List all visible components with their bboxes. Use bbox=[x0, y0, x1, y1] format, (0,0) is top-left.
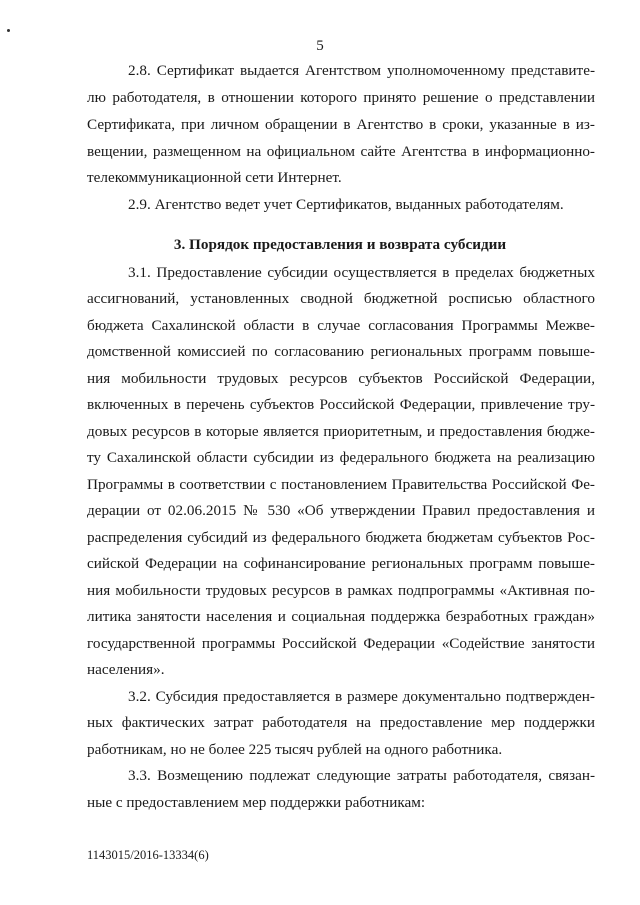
paragraph-line: литика занятости населения и социальная поддержка безработных граждан» bbox=[87, 608, 595, 625]
document-code: 1143015/2016-13334(6) bbox=[87, 848, 209, 862]
paragraph-line: ных фактических затрат работодателя на предоставление мер поддержки bbox=[87, 714, 595, 731]
paragraph-line: домственной комиссией по согласованию региональных программ повыше- bbox=[87, 343, 595, 360]
paragraph-line: дерации от 02.06.2015 № 530 «Об утверждении Правил предоставления и bbox=[87, 502, 595, 519]
paragraph-line: государственной программы Российской Федерации «Содействие занятости bbox=[87, 635, 595, 652]
scan-speck bbox=[7, 29, 10, 32]
paragraph-line: Программы в соответствии с постановлением Правительства Российской Фе- bbox=[87, 476, 595, 493]
paragraph-line: 3.1. Предоставление субсидии осуществляется в пределах бюджетных bbox=[128, 264, 595, 281]
paragraph-line: 2.8. Сертификат выдается Агентством уполномоченному представите- bbox=[128, 62, 595, 79]
paragraph-line: 2.9. Агентство ведет учет Сертификатов, выданных работодателям. bbox=[128, 196, 564, 213]
paragraph-line: ассигнований, установленных сводной бюджетной росписью областного bbox=[87, 290, 595, 307]
paragraph-line: 3.2. Субсидия предоставляется в размере документально подтвержден- bbox=[128, 688, 595, 705]
paragraph-line: ния мобильности трудовых ресурсов в рамках подпрограммы «Активная по- bbox=[87, 582, 595, 599]
paragraph-line: 3.3. Возмещению подлежат следующие затраты работодателя, связан- bbox=[128, 767, 595, 784]
paragraph-line: сийской Федерации на софинансирование региональных программ повыше- bbox=[87, 555, 595, 572]
paragraph-line: населения». bbox=[87, 661, 165, 678]
page-number: 5 bbox=[316, 38, 324, 54]
paragraph-line: распределения субсидий из федерального бюджета бюджетам субъектов Рос- bbox=[87, 529, 595, 546]
paragraph-line: работникам, но не более 225 тысяч рублей на одного работника. bbox=[87, 741, 503, 758]
paragraph-line: ния мобильности трудовых ресурсов субъектов Российской Федерации, bbox=[87, 370, 595, 387]
paragraph-line: включенных в перечень субъектов Российской Федерации, привлечение тру- bbox=[87, 396, 595, 413]
paragraph-line: ные с предоставлением мер поддержки работникам: bbox=[87, 794, 426, 811]
paragraph-line: ту Сахалинской области субсидии из федерального бюджета на реализацию bbox=[87, 449, 595, 466]
paragraph-line: Сертификата, при личном обращении в Агентство в сроки, указанные в из- bbox=[87, 116, 595, 133]
paragraph-line: лю работодателя, в отношении которого принято решение о представлении bbox=[87, 89, 595, 106]
paragraph-line: довых ресурсов в которые является приоритетным, и предоставления бюдже- bbox=[87, 423, 595, 440]
paragraph-line: бюджета Сахалинской области в случае согласования Программы Межве- bbox=[87, 317, 595, 334]
paragraph-line: телекоммуникационной сети Интернет. bbox=[87, 169, 342, 186]
section-heading: 3. Порядок предоставления и возврата субсидии bbox=[173, 236, 507, 253]
paragraph-line: вещении, размещенном на официальном сайте Агентства в информационно- bbox=[87, 143, 595, 160]
